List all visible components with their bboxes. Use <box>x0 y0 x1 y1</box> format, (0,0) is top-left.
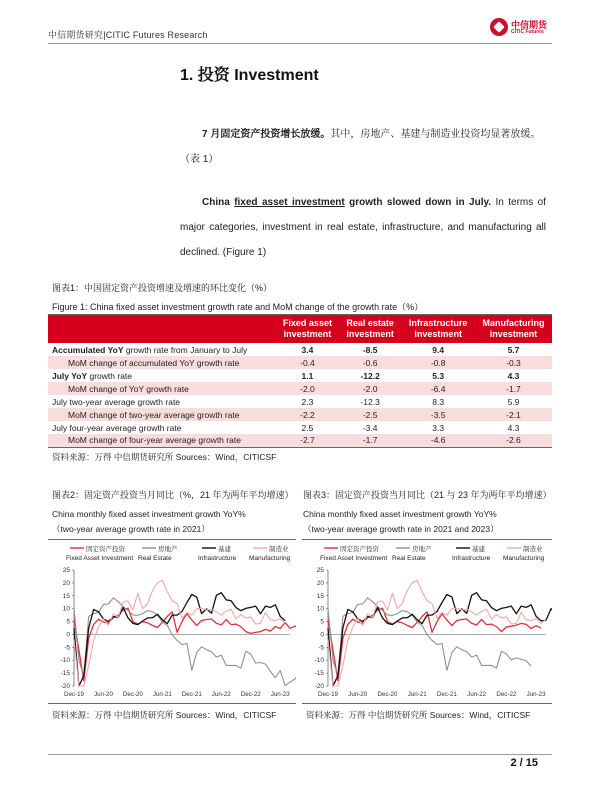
x-tick-label: Jun-20 <box>348 691 368 698</box>
legend-label-cn: 基建 <box>472 546 485 553</box>
y-tick-label: -20 <box>314 683 324 690</box>
y-tick-label: 25 <box>62 567 70 574</box>
table-cell: -0.3 <box>475 356 552 369</box>
y-tick-label: 5 <box>66 618 70 626</box>
row-label: MoM change of YoY growth rate <box>48 382 276 395</box>
row-label: MoM change of four-year average growth rate <box>48 434 276 447</box>
legend-label-en: Manufacturing <box>503 555 545 562</box>
y-tick-label: 0 <box>320 631 324 639</box>
table-header-cell: Manufacturing investment <box>475 315 552 344</box>
x-tick-label: Jun-21 <box>407 691 427 698</box>
figure2-caption-cn: 图表2：固定资产投资当月同比（%，21 年为两年平均增速） <box>52 490 294 500</box>
y-tick-label: 10 <box>62 605 70 613</box>
table-cell: -2.7 <box>276 434 339 447</box>
figure1-source: 资料来源：万得 中信期货研究所 Sources：Wind，CITICSF <box>52 452 277 462</box>
x-tick-label: Dec-21 <box>436 691 457 698</box>
legend-label-en: Manufacturing <box>249 555 291 562</box>
table-header-row <box>48 315 552 344</box>
y-tick-label: 10 <box>316 605 324 613</box>
paragraph-en-p3: growth slowed down in July. <box>344 197 492 208</box>
paragraph-cn-lead: 7 月固定资产投资增长放缓。 <box>202 129 331 140</box>
table-cell: 5.9 <box>507 396 520 407</box>
table-cell: 4.3 <box>507 370 520 381</box>
figure3-caption-en2: （two-year average growth rate in 2021 and 2023） <box>303 524 499 534</box>
table-row <box>48 356 552 369</box>
table-row <box>48 408 552 421</box>
table-cell: -1.7 <box>475 382 552 395</box>
y-tick-label: 20 <box>62 579 70 587</box>
legend-label-cn: 房地产 <box>158 546 178 553</box>
table-cell: -1.7 <box>339 434 402 447</box>
x-tick-label: Dec-21 <box>181 691 202 698</box>
figure3-caption-cn: 图表3：固定资产投资当月同比（21 与 23 年为两年平均增速） <box>303 490 552 500</box>
table-cell: 3.4 <box>301 344 314 355</box>
table-cell: -3.4 <box>362 422 378 433</box>
table-cell: -2.6 <box>475 434 552 447</box>
table-header-cell: Infrastructure investment <box>401 315 475 344</box>
investment-table <box>48 314 552 448</box>
paragraph-cn <box>180 122 548 172</box>
legend-label-en: Real Estate <box>138 555 172 562</box>
table-cell: 1.1 <box>301 370 314 381</box>
table-row <box>48 343 552 356</box>
figure2-chart-frame <box>48 539 296 704</box>
row-label <box>48 369 276 382</box>
legend-label-cn: 房地产 <box>412 546 432 553</box>
table-cell: -3.5 <box>401 408 475 421</box>
y-tick-label: -15 <box>60 670 70 678</box>
row-label-bold: July YoY <box>52 370 88 381</box>
table-row <box>48 434 552 447</box>
x-tick-label: Dec-20 <box>377 691 398 698</box>
y-tick-label: 25 <box>316 567 324 574</box>
table-cell: -2.0 <box>276 382 339 395</box>
table-cell: -12.3 <box>360 396 380 407</box>
paragraph-en-key-term: fixed asset investment <box>234 197 345 208</box>
legend-label-en: Infrastructure <box>198 555 237 562</box>
page-header <box>48 14 552 44</box>
legend-label-en: Fixed Asset Investment <box>320 555 388 562</box>
figure3-source: 资料来源：万得 中信期货研究所 Sources：Wind，CITICSF <box>306 710 531 720</box>
legend-label-cn: 固定资产投资 <box>86 546 125 553</box>
table-cell: -6.4 <box>401 382 475 395</box>
x-tick-label: Jun-21 <box>152 691 172 698</box>
table-header-cell: Fixed asset investment <box>276 315 339 344</box>
row-label-rest: growth rate from January to July <box>123 344 248 355</box>
x-tick-label: Dec-22 <box>240 691 261 698</box>
row-label-rest: growth rate <box>87 370 133 381</box>
figure2-caption-en2: （two-year average growth rate in 2021） <box>52 524 210 534</box>
table-cell: 8.3 <box>432 396 445 407</box>
x-tick-label: Jun-22 <box>467 691 487 698</box>
figure1-caption-cn: 图表1：中国固定资产投资增速及增速的环比变化（%） <box>52 283 273 293</box>
figure2-line-chart <box>48 540 296 703</box>
y-tick-label: -15 <box>314 670 324 678</box>
table-cell: 9.4 <box>432 344 445 355</box>
table-header-cell: Real estate investment <box>339 315 402 344</box>
y-tick-label: 20 <box>316 579 324 587</box>
figure3-chart-frame <box>302 539 552 704</box>
series-line <box>74 593 285 686</box>
y-tick-label: -20 <box>60 683 70 690</box>
table-row <box>48 395 552 408</box>
page-number: 2 / 15 <box>510 757 538 769</box>
table-cell: 2.5 <box>301 422 314 433</box>
header-text: 中信期货研究|CITIC Futures Research <box>48 30 208 40</box>
table-cell: -0.8 <box>401 356 475 369</box>
legend-label-en: Fixed Asset Investment <box>66 555 134 562</box>
table-row <box>48 382 552 395</box>
legend-label-cn: 制造业 <box>269 546 289 553</box>
table-cell: -4.6 <box>401 434 475 447</box>
paragraph-en-p1: China <box>202 197 235 208</box>
table-cell: 5.3 <box>432 370 445 381</box>
table-cell: 4.3 <box>507 422 520 433</box>
x-tick-label: Jun-20 <box>93 691 113 698</box>
x-tick-label: Dec-19 <box>318 691 338 698</box>
y-tick-label: -10 <box>314 657 324 665</box>
figure3-caption <box>303 488 553 537</box>
table-row <box>48 421 552 434</box>
row-label-bold: Accumulated YoY <box>52 344 124 355</box>
y-tick-label: -5 <box>318 644 324 652</box>
table-cell: 5.7 <box>507 344 520 355</box>
table-cell: -2.5 <box>339 408 402 421</box>
y-tick-label: -10 <box>60 657 70 665</box>
series-line <box>328 608 541 681</box>
table-row <box>48 369 552 382</box>
x-tick-label: Dec-20 <box>122 691 143 698</box>
x-tick-label: Dec-19 <box>64 691 84 698</box>
legend-label-cn: 基建 <box>218 546 231 553</box>
paragraph-en-p4: In terms of major categories, investment in real estate, infrastructure, and manufacturing all declined. (Figure 1) <box>180 197 547 258</box>
logo-en: CITIC Futures <box>511 29 544 35</box>
row-label: July four-year average growth rate <box>52 422 182 433</box>
figure1-caption-en: Figure 1: China fixed asset investment growth rate and MoM change of the growth rate（%） <box>52 302 424 312</box>
table-cell: -0.4 <box>276 356 339 369</box>
section-title: 1. 投资 Investment <box>180 67 319 84</box>
footer-rule <box>48 754 552 755</box>
legend-label-en: Real Estate <box>392 555 426 562</box>
citic-logo <box>490 16 552 40</box>
x-tick-label: Jun-23 <box>526 691 546 698</box>
y-tick-label: 0 <box>66 631 70 639</box>
table-cell: -0.6 <box>339 356 402 369</box>
series-line <box>328 580 546 686</box>
series-line <box>328 593 552 686</box>
figure2-caption <box>52 488 297 537</box>
table-header-blank <box>48 315 276 344</box>
series-line <box>328 598 531 676</box>
paragraph-en <box>180 190 546 265</box>
x-tick-label: Dec-22 <box>496 691 517 698</box>
paragraph-cn-rest: 其中，房地产、基建与制造业投资均显著放缓。（表 1） <box>180 129 541 165</box>
legend-label-en: Infrastructure <box>452 555 491 562</box>
logo-cn: 中信期货 <box>511 20 548 30</box>
x-tick-label: Jun-23 <box>270 691 290 698</box>
table-cell: 2.3 <box>301 396 314 407</box>
row-label: MoM change of two-year average growth rate <box>48 408 276 421</box>
x-tick-label: Jun-22 <box>211 691 231 698</box>
y-tick-label: 15 <box>62 592 70 600</box>
table-cell: -2.2 <box>276 408 339 421</box>
figure2-source: 资料来源：万得 中信期货研究所 Sources：Wind，CITICSF <box>52 710 277 720</box>
table-cell: -12.2 <box>360 370 380 381</box>
row-label: MoM change of accumulated YoY growth rate <box>48 356 276 369</box>
table-cell: -8.5 <box>362 344 378 355</box>
row-label: July two-year average growth rate <box>52 396 181 407</box>
legend-label-cn: 固定资产投资 <box>340 546 379 553</box>
row-label <box>48 343 276 356</box>
figure3-caption-en1: China monthly fixed asset investment growth YoY% <box>303 509 497 519</box>
figure3-line-chart <box>302 540 552 703</box>
figure2-caption-en1: China monthly fixed asset investment growth YoY% <box>52 509 246 519</box>
table-cell: 3.3 <box>432 422 445 433</box>
legend-label-cn: 制造业 <box>523 546 543 553</box>
y-tick-label: 5 <box>320 618 324 626</box>
y-tick-label: -5 <box>64 644 70 652</box>
y-tick-label: 15 <box>316 592 324 600</box>
table-cell: -2.0 <box>339 382 402 395</box>
citic-seal-icon <box>490 18 508 36</box>
table-cell: -2.1 <box>475 408 552 421</box>
